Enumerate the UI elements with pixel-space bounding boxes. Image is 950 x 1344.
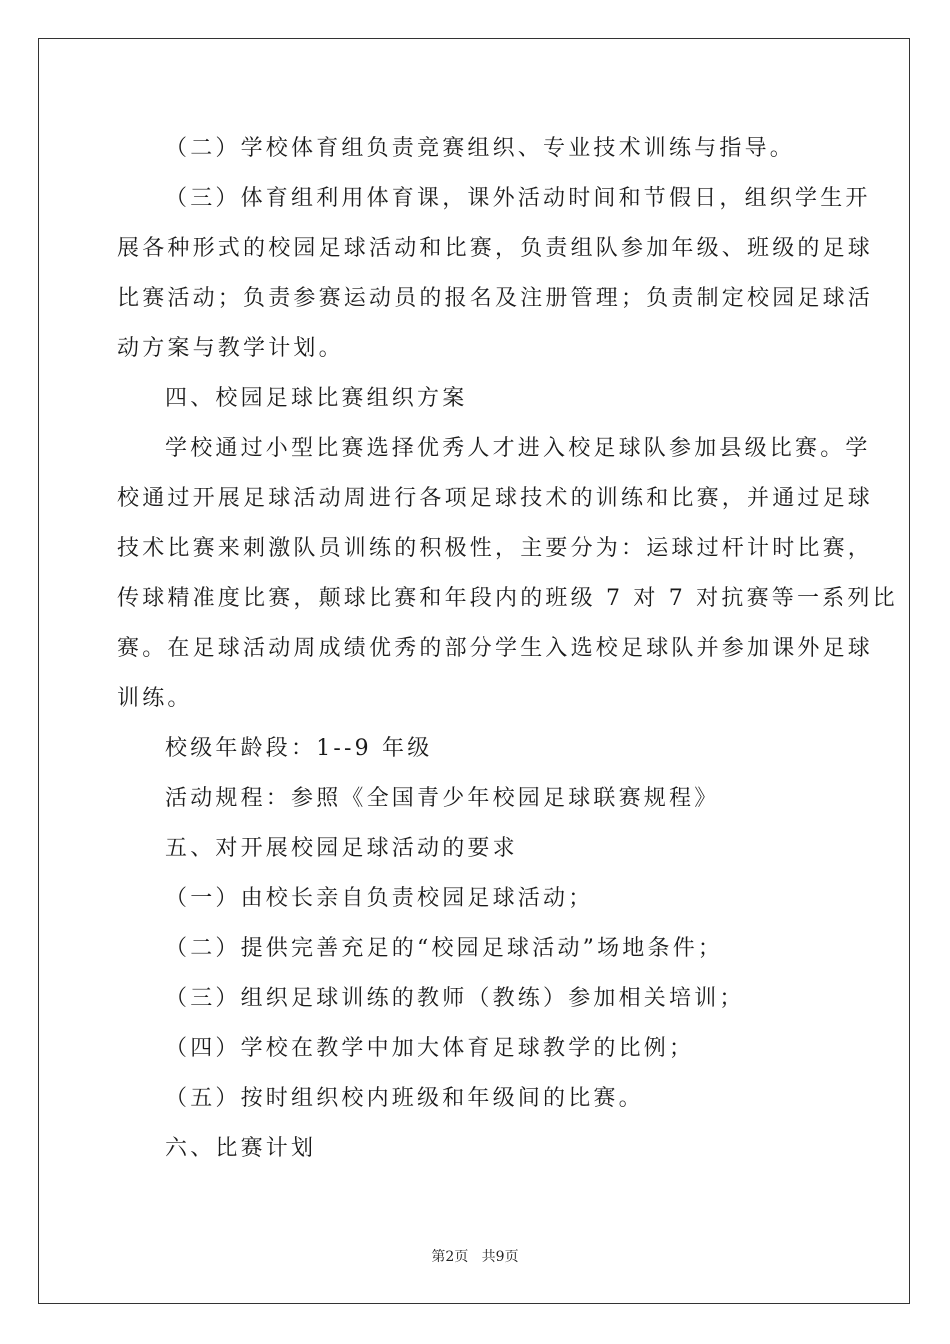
page-number: 第2页 共9页 — [431, 1249, 519, 1265]
list-item: （二）提供完善充足的“校园足球活动”场地条件； — [165, 936, 724, 961]
paragraph-line: 比赛活动；负责参赛运动员的报名及注册管理；负责制定校园足球活 — [117, 286, 874, 311]
list-item: （四）学校在教学中加大体育足球教学的比例； — [165, 1036, 695, 1061]
paragraph-line: 校级年龄段：1--9 年级 — [165, 736, 433, 761]
paragraph-line: 动方案与教学计划。 — [117, 336, 344, 361]
list-item: （三）组织足球训练的教师（教练）参加相关培训； — [165, 986, 745, 1011]
paragraph-line: 传球精准度比赛，颠球比赛和年段内的班级 7 对 7 对抗赛等一系列比 — [117, 586, 898, 611]
list-item: （一）由校长亲自负责校园足球活动； — [165, 886, 594, 911]
list-item: （五）按时组织校内班级和年级间的比赛。 — [165, 1086, 644, 1111]
paragraph-line: 校通过开展足球活动周进行各项足球技术的训练和比赛，并通过足球 — [117, 486, 874, 511]
section-heading: 四、校园足球比赛组织方案 — [165, 386, 468, 411]
document-body — [117, 124, 898, 1174]
paragraph-line: 技术比赛来刺激队员训练的积极性，主要分为：运球过杆计时比赛， — [117, 536, 874, 561]
paragraph-line: 活动规程：参照《全国青少年校园足球联赛规程》 — [165, 786, 720, 811]
section-heading: 六、比赛计划 — [165, 1136, 317, 1161]
section-heading: 五、对开展校园足球活动的要求 — [165, 836, 518, 861]
paragraph-line: （三）体育组利用体育课，课外活动时间和节假日，组织学生开 — [165, 186, 871, 211]
paragraph-line: 学校通过小型比赛选择优秀人才进入校足球队参加县级比赛。学 — [165, 436, 871, 461]
paragraph-line: 赛。在足球活动周成绩优秀的部分学生入选校足球队并参加课外足球 — [117, 636, 874, 661]
paragraph-line: （二）学校体育组负责竞赛组织、专业技术训练与指导。 — [165, 136, 796, 161]
paragraph-line: 训练。 — [117, 686, 193, 711]
paragraph-line: 展各种形式的校园足球活动和比赛，负责组队参加年级、班级的足球 — [117, 236, 874, 261]
